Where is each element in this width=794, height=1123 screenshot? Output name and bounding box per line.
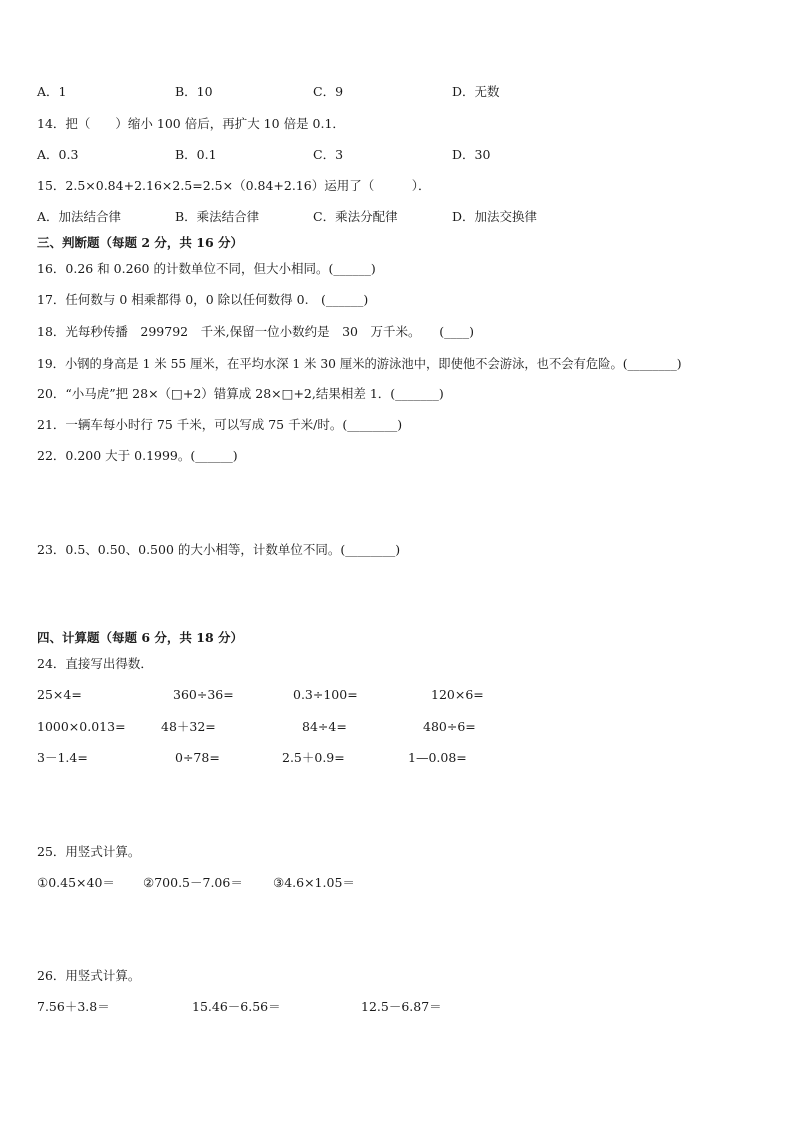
q14-option-d: D．30 <box>452 147 491 162</box>
calc-item: 0÷78= <box>175 750 220 765</box>
q18-text: 18．光每秒传播 299792 千米,保留一位小数约是 30 万千米。 (____) <box>37 324 475 339</box>
q24-text: 24．直接写出得数． <box>37 656 153 671</box>
q17-text: 17．任何数与 0 相乘都得 0，0 除以任何数得 0. (______) <box>37 292 369 307</box>
vertical-calc-item: ③4.6×1.05＝ <box>273 875 355 890</box>
q20-text: 20．“小马虎”把 28×（□+2）错算成 28×□+2,结果相差 1．(_______) <box>37 386 444 401</box>
q15-option-a: A．加法结合律 <box>37 209 122 224</box>
calc-item: 1—0.08= <box>408 750 467 765</box>
vertical-calc-item: 7.56＋3.8＝ <box>37 999 110 1014</box>
calc-item: 84÷4= <box>302 719 347 734</box>
q22-text: 22．0.200 大于 0.1999。(______) <box>37 448 238 463</box>
q23-text: 23．0.5、0.50、0.500 的大小相等，计数单位不同。(________) <box>37 542 401 557</box>
q26-text: 26．用竖式计算。 <box>37 968 141 983</box>
q14-option-b: B．0.1 <box>175 147 217 162</box>
q14-option-a: A．0.3 <box>37 147 79 162</box>
q15-text: 15．2.5×0.84+2.16×2.5=2.5×（0.84+2.16）运用了（ ）． <box>37 178 431 193</box>
q25-text: 25．用竖式计算。 <box>37 844 141 859</box>
calc-item: 120×6= <box>431 687 484 702</box>
q19-text: 19．小钢的身高是 1 米 55 厘米，在平均水深 1 米 30 厘米的游泳池中，即使他不会游泳，也不会有危险。(________) <box>37 357 682 371</box>
calc-item: 25×4= <box>37 687 82 702</box>
calc-item: 2.5＋0.9= <box>282 750 345 765</box>
section4-heading: 四、计算题（每题 6 分，共 18 分） <box>37 630 244 645</box>
calc-item: 1000×0.013= <box>37 719 126 734</box>
q15-option-c: C．乘法分配律 <box>313 209 398 224</box>
vertical-calc-item: ②700.5－7.06＝ <box>143 875 243 890</box>
q14-option-c: C．3 <box>313 147 344 162</box>
vertical-calc-item: ①0.45×40＝ <box>37 875 115 890</box>
q15-option-b: B．乘法结合律 <box>175 209 260 224</box>
q13-option-b: B．10 <box>175 84 213 99</box>
vertical-calc-item: 15.46－6.56＝ <box>192 999 281 1014</box>
q13-option-c: C．9 <box>313 84 344 99</box>
section3-heading: 三、判断题（每题 2 分，共 16 分） <box>37 235 244 250</box>
calc-item: 48＋32= <box>161 719 216 734</box>
vertical-calc-item: 12.5－6.87＝ <box>361 999 442 1014</box>
q14-text: 14．把（ ）缩小 100 倍后，再扩大 10 倍是 0.1． <box>37 116 345 131</box>
calc-item: 0.3÷100= <box>293 687 358 702</box>
q16-text: 16．0.26 和 0.260 的计数单位不同，但大小相同。(______) <box>37 261 376 276</box>
calc-item: 360÷36= <box>173 687 234 702</box>
q21-text: 21．一辆车每小时行 75 千米，可以写成 75 千米/时。(________) <box>37 417 403 432</box>
q13-option-d: D．无数 <box>452 84 500 99</box>
calc-item: 3－1.4= <box>37 750 88 765</box>
q15-option-d: D．加法交换律 <box>452 209 538 224</box>
q13-option-a: A．1 <box>37 84 67 99</box>
calc-item: 480÷6= <box>423 719 476 734</box>
